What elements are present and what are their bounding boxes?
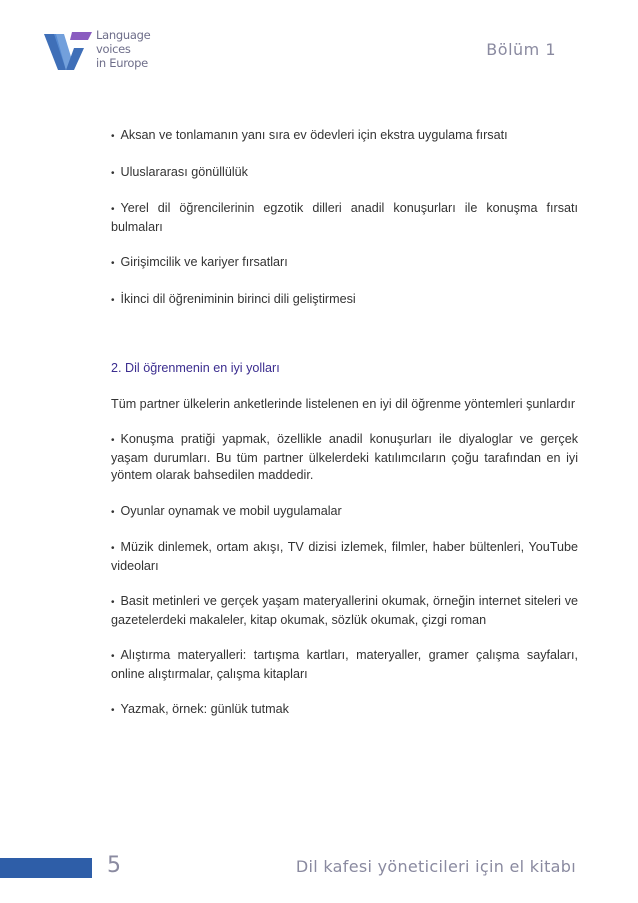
list-item: • Uluslararası gönüllülük [111,164,248,179]
logo-line: voices [96,42,131,56]
main-content [111,127,578,720]
logo-line: in Europe [96,56,148,70]
logo-mark-icon [44,26,96,76]
list-item: • Oyunlar oynamak ve mobil uygulamalar [111,503,342,518]
logo-text [96,28,150,70]
section-intro: Tüm partner ülkelerin anketlerinde listelenen en iyi dil öğrenme yöntemleri şunlardır [111,396,576,411]
list-item: • Aksan ve tonlamanın yanı sıra ev ödevleri için ekstra uygulama fırsatı [111,128,508,142]
footer-bar [0,858,92,878]
list-item: • Müzik dinlemek, ortam akışı, TV dizisi izlemek, filmler, haber bültenleri, YouTube videoları [111,540,578,573]
list-item: • Yerel dil öğrencilerinin egzotik dilleri anadil konuşurları ile konuşma fırsatı bulmaları [111,201,578,234]
list-item: • İkinci dil öğreniminin birinci dili geliştirmesi [111,291,356,306]
page-number: 5 [107,853,121,878]
logo [44,26,151,78]
footer-title: Dil kafesi yöneticileri için el kitabı [295,857,576,876]
logo-line: Language [96,28,151,42]
chapter-label: Bölüm 1 [486,40,556,59]
list-item: • Girişimcilik ve kariyer fırsatları [111,255,288,269]
list-item: • Alıştırma materyalleri: tartışma kartları, materyaller, gramer çalışma sayfaları, online alıştırmalar, çalışma kitapları [111,648,578,681]
section-heading: 2. Dil öğrenmenin en iyi yolları [111,361,280,375]
list-item: • Basit metinleri ve gerçek yaşam materyallerini okumak, örneğin internet siteleri ve gazetelerdeki makaleler, kitap okumak, sözlük okumak, çizgi roman [111,594,578,627]
list-item: • Yazmak, örnek: günlük tutmak [111,702,289,716]
list-item: • Konuşma pratiği yapmak, özellikle anadil konuşurları ile diyaloglar ve gerçek yaşam durumları. Bu tüm partner ülkelerdeki katılımcıların çoğu tarafından en iyi yöntem olarak bahsedilen maddedir. [111,432,578,482]
